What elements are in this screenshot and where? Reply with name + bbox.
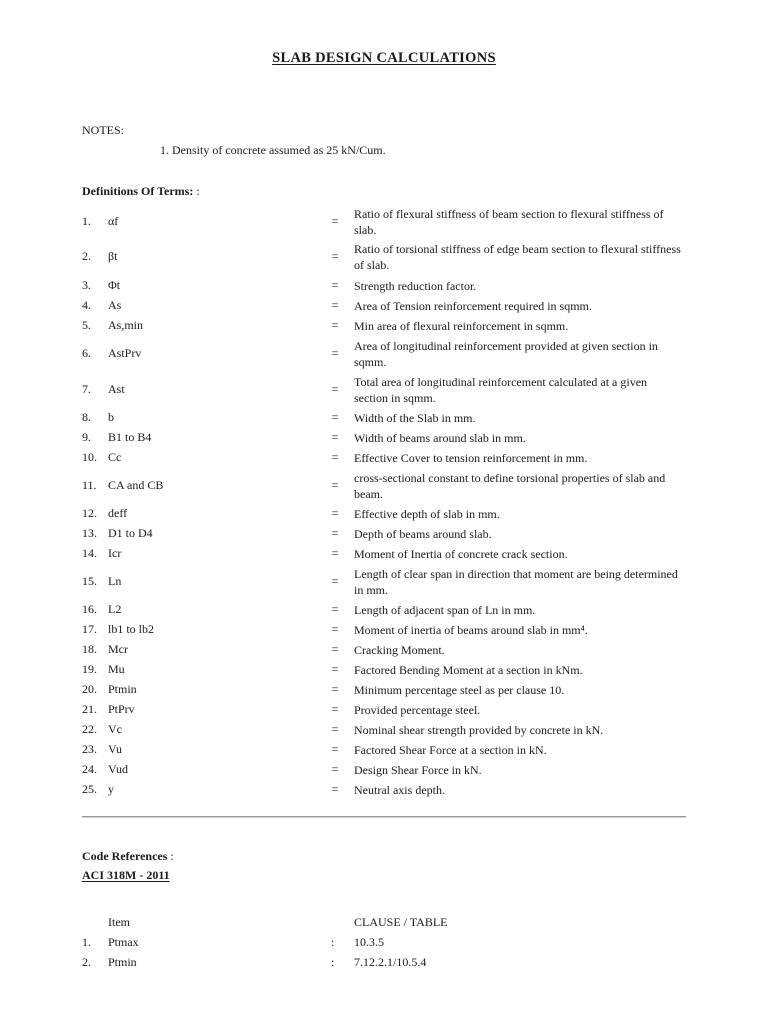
definition-number: 17. [82, 622, 97, 636]
reference-item: Ptmax [108, 935, 139, 949]
definition-number: 10. [82, 450, 97, 464]
definition-description: Moment of Inertia of concrete crack section. [354, 547, 568, 561]
definition-equals: = [331, 278, 339, 292]
definition-equals: = [331, 346, 339, 360]
definition-term: AstPrv [108, 346, 142, 360]
definition-equals: = [331, 478, 339, 492]
definition-number: 24. [82, 762, 97, 776]
definition-description: Design Shear Force in kN. [354, 763, 482, 777]
definition-description: Width of the Slab in mm. [354, 411, 476, 425]
definition-number: 14. [82, 546, 97, 560]
definition-equals: = [331, 642, 339, 656]
definition-number: 20. [82, 682, 97, 696]
definition-term: Icr [108, 546, 122, 560]
definition-description: Factored Bending Moment at a section in kNm. [354, 663, 583, 677]
code-references-heading-suffix: : [167, 849, 174, 863]
definition-number: 12. [82, 506, 97, 520]
definition-equals: = [331, 249, 339, 263]
definition-number: 6. [82, 346, 91, 360]
definition-term: Ln [108, 574, 122, 588]
reference-colon: : [331, 935, 335, 949]
definition-number: 18. [82, 642, 97, 656]
definition-number: 8. [82, 410, 91, 424]
page-title-text: SLAB DESIGN CALCULATIONS [272, 50, 496, 66]
definition-equals: = [331, 662, 339, 676]
definition-equals: = [331, 782, 339, 796]
definition-term: Mcr [108, 642, 128, 656]
definition-description: Moment of inertia of beams around slab in mm⁴. [354, 623, 588, 637]
definition-description: Ratio of flexural stiffness of beam section to flexural stiffness of slab. [354, 207, 664, 237]
definition-equals: = [331, 318, 339, 332]
reference-clause: 10.3.5 [354, 935, 384, 949]
reference-item: Ptmin [108, 955, 137, 969]
definition-term: D1 to D4 [108, 526, 153, 540]
definition-description: Cracking Moment. [354, 643, 445, 657]
definition-equals: = [331, 742, 339, 756]
definition-description: Length of adjacent span of Ln in mm. [354, 603, 536, 617]
definition-number: 22. [82, 722, 97, 736]
definition-equals: = [331, 546, 339, 560]
definition-equals: = [331, 574, 339, 588]
definition-term: Φt [108, 278, 121, 292]
definition-description: cross-sectional constant to define torsional properties of slab and beam. [354, 471, 666, 501]
definitions-heading [82, 184, 200, 199]
definition-description: Provided percentage steel. [354, 703, 481, 717]
definition-description: Strength reduction factor. [354, 279, 477, 293]
definition-term: Vud [108, 762, 128, 776]
definition-number: 23. [82, 742, 97, 756]
header-clause: CLAUSE / TABLE [354, 915, 448, 929]
definition-term: deff [108, 506, 128, 520]
definition-number: 25. [82, 782, 97, 796]
definition-equals: = [331, 702, 339, 716]
definition-description: Ratio of torsional stiffness of edge beam section to flexural stiffness of slab. [354, 242, 681, 272]
definitions-heading-text: Definitions Of Terms: [82, 184, 194, 198]
definition-term: βt [108, 249, 118, 263]
definition-term: Ast [108, 382, 125, 396]
definition-number: 11. [82, 478, 97, 492]
code-references-heading-text: Code References [82, 849, 168, 863]
definition-description: Neutral axis depth. [354, 783, 445, 797]
definition-term: Mu [108, 662, 125, 676]
definition-description: Area of longitudinal reinforcement provided at given section in sqmm. [354, 339, 658, 369]
definition-equals: = [331, 410, 339, 424]
definition-term: As [108, 298, 122, 312]
definition-term: B1 to B4 [108, 430, 152, 444]
definition-number: 3. [82, 278, 91, 292]
definition-term: Ptmin [108, 682, 137, 696]
code-references-heading [82, 849, 174, 864]
definition-description: Width of beams around slab in mm. [354, 431, 526, 445]
definition-description: Depth of beams around slab. [354, 527, 492, 541]
reference-number: 2. [82, 955, 91, 969]
definition-equals: = [331, 622, 339, 636]
definition-term: CA and CB [108, 478, 164, 492]
definition-number: 7. [82, 382, 91, 396]
definition-term: Cc [108, 450, 122, 464]
definition-equals: = [331, 526, 339, 540]
definition-number: 21. [82, 702, 97, 716]
definition-term: L2 [108, 602, 122, 616]
definition-description: Min area of flexural reinforcement in sqmm. [354, 319, 569, 333]
definition-term: y [108, 782, 114, 796]
definition-description: Area of Tension reinforcement required in sqmm. [354, 299, 592, 313]
notes-label: NOTES: [82, 123, 124, 137]
definition-number: 9. [82, 430, 91, 444]
note-item: 1. Density of concrete assumed as 25 kN/Cum. [160, 143, 386, 157]
definition-description: Minimum percentage steel as per clause 10. [354, 683, 565, 697]
definition-number: 2. [82, 249, 91, 263]
reference-number: 1. [82, 935, 91, 949]
definition-equals: = [331, 602, 339, 616]
definition-equals: = [331, 450, 339, 464]
definition-term: Vc [108, 722, 122, 736]
definition-term: αf [108, 214, 119, 228]
definition-number: 4. [82, 298, 91, 312]
definition-term: b [108, 410, 114, 424]
reference-colon: : [331, 955, 335, 969]
definition-term: lb1 to lb2 [108, 622, 155, 636]
page-title [0, 50, 768, 67]
definition-description: Length of clear span in direction that moment are being determined in mm. [354, 567, 678, 597]
definition-term: Vu [108, 742, 122, 756]
definition-number: 1. [82, 214, 91, 228]
header-item: Item [108, 915, 130, 929]
definition-number: 5. [82, 318, 91, 332]
section-divider [82, 816, 686, 818]
definition-number: 19. [82, 662, 97, 676]
definition-description: Effective depth of slab in mm. [354, 507, 500, 521]
definition-equals: = [331, 382, 339, 396]
definition-description: Effective Cover to tension reinforcement in mm. [354, 451, 588, 465]
definition-term: PtPrv [108, 702, 135, 716]
definition-number: 16. [82, 602, 97, 616]
definition-equals: = [331, 214, 339, 228]
definition-description: Nominal shear strength provided by concrete in kN. [354, 723, 604, 737]
definition-equals: = [331, 722, 339, 736]
definition-term: As,min [108, 318, 144, 332]
definition-equals: = [331, 762, 339, 776]
definition-description: Factored Shear Force at a section in kN. [354, 743, 547, 757]
definition-equals: = [331, 298, 339, 312]
definition-number: 15. [82, 574, 97, 588]
definition-description: Total area of longitudinal reinforcement calculated at a given section in sqmm. [354, 375, 648, 405]
definitions-heading-suffix: : [193, 184, 200, 198]
definition-equals: = [331, 682, 339, 696]
definition-number: 13. [82, 526, 97, 540]
definition-equals: = [331, 430, 339, 444]
reference-clause: 7.12.2.1/10.5.4 [354, 955, 427, 969]
definition-equals: = [331, 506, 339, 520]
code-standard: ACI 318M - 2011 [82, 868, 170, 882]
